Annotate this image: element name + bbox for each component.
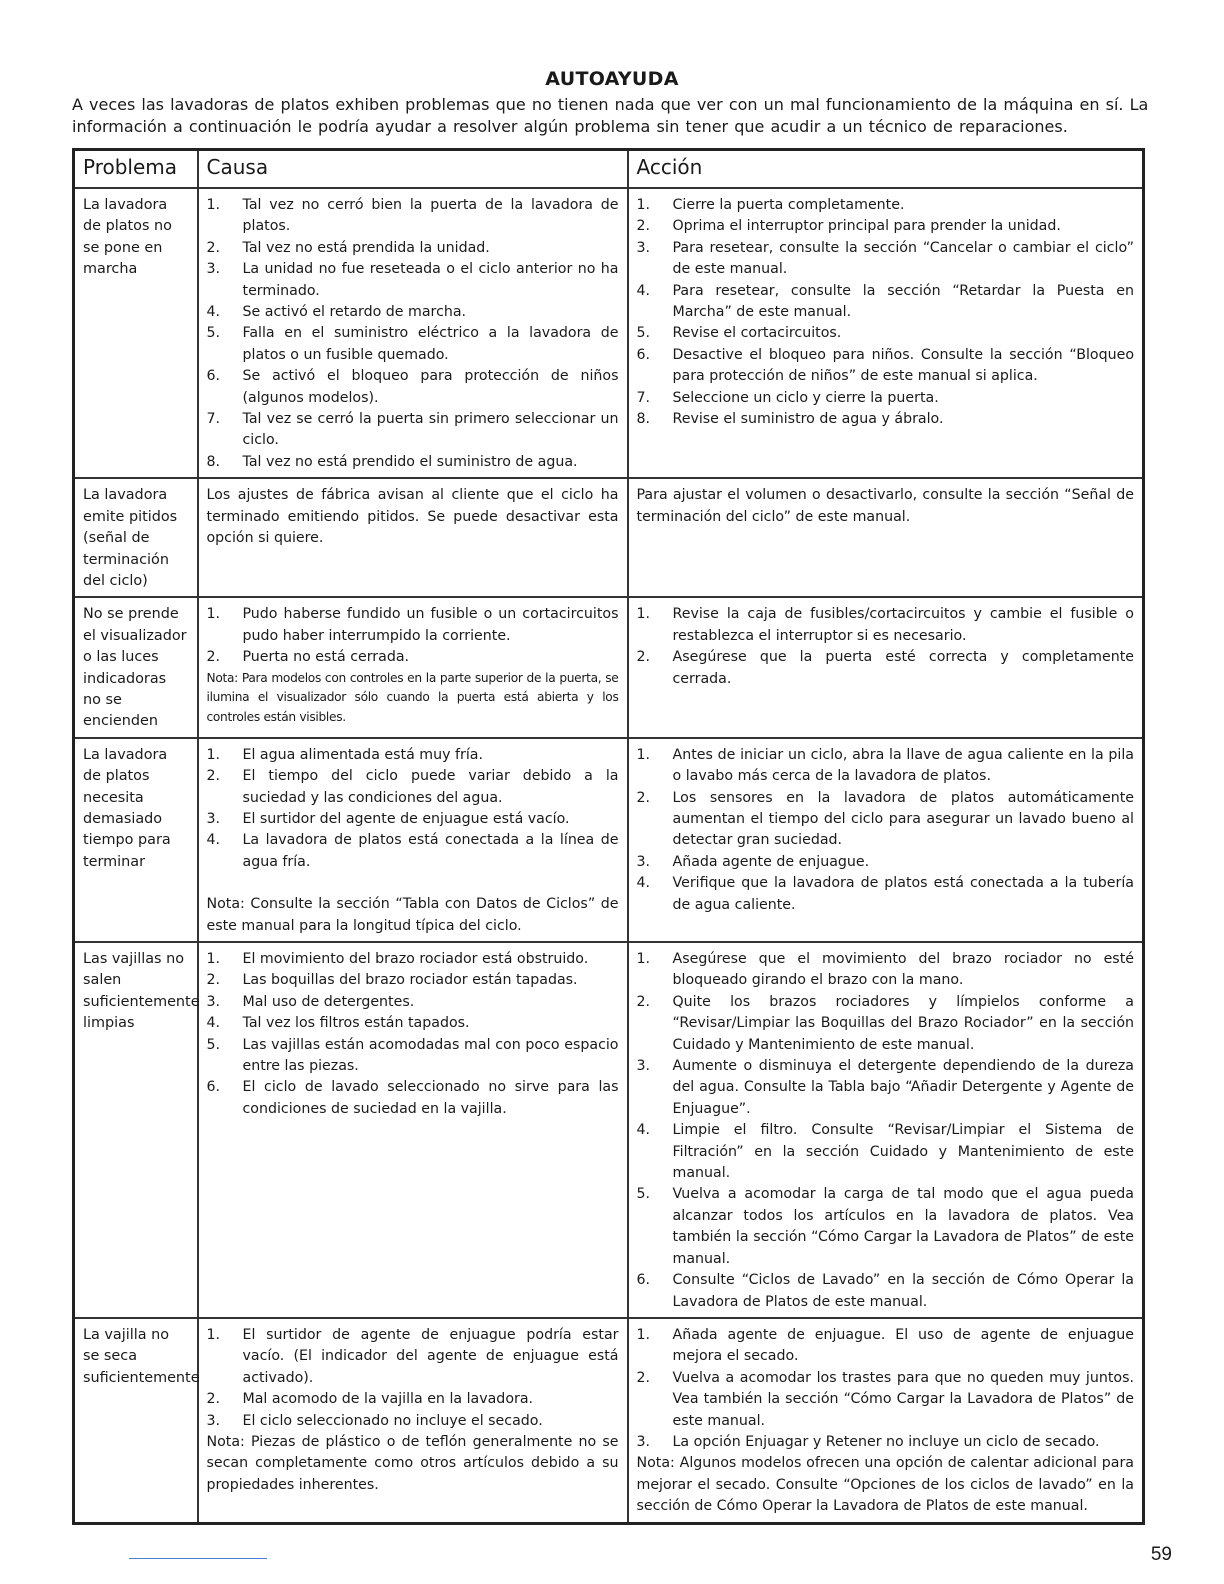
cause-item: 4. Tal vez los filtros están tapados. xyxy=(206,1015,470,1032)
cause-item: 2. Puerta no está cerrada. xyxy=(206,649,410,666)
cause-item: 1. El surtidor de agente de enjuague podría estar vacío. (El indicador del agente de enjuague está activado). xyxy=(206,1326,619,1386)
cause-note: Nota: Para modelos con controles en la parte superior de la puerta, se ilumina el visualizador sólo cuando la puerta está abierta y los controles están visibles. xyxy=(206,670,619,724)
table-header-row xyxy=(74,150,1144,189)
action-list xyxy=(637,745,1135,916)
action-cell xyxy=(628,738,1144,942)
action-item: 1. Añada agente de enjuague. El uso de agente de enjuague mejora el secado. xyxy=(636,1326,1134,1365)
action-item: 1. Asegúrese que el movimiento del brazo rociador no esté bloqueado girando el brazo con la mano. xyxy=(636,951,1134,989)
action-item: 3. Para resetear, consulte la sección “Cancelar o cambiar el ciclo” de este manual. xyxy=(636,239,1134,278)
action-note: Nota: Algunos modelos ofrecen una opción de calentar adicional para mejorar el secado. Consulte “Opciones de los ciclos de lavado” en la sección de Cómo Operar la Lavadora de Platos de este manual. xyxy=(636,1455,1134,1515)
action-cell xyxy=(628,597,1144,737)
action-text: Para ajustar el volumen o desactivarlo, consulte la sección “Señal de terminación del ciclo” de este manual. xyxy=(636,487,1134,525)
cause-item: 2. Las boquillas del brazo rociador están tapadas. xyxy=(206,972,578,989)
problem-cell: La lavadora de platos necesita demasiado tiempo para terminar xyxy=(74,738,198,942)
cause-item: 1. El movimiento del brazo rociador está obstruido. xyxy=(206,951,589,967)
action-cell xyxy=(628,942,1144,1318)
cause-item: 1. Pudo haberse fundido un fusible o un cortacircuitos pudo haber interrumpido la corriente. xyxy=(206,606,619,644)
table-row xyxy=(74,942,1144,1318)
problem-cell: La lavadora de platos no se pone en marcha xyxy=(74,188,198,478)
cause-list xyxy=(207,1325,619,1432)
action-item: 6. Consulte “Ciclos de Lavado” en la sección de Cómo Operar la Lavadora de Platos de este manual. xyxy=(636,1272,1134,1310)
cause-cell xyxy=(198,738,628,942)
cause-list xyxy=(207,949,619,1120)
action-cell xyxy=(628,478,1144,597)
action-item: 3. La opción Enjuagar y Retener no incluye un ciclo de secado. xyxy=(636,1433,1100,1450)
cause-item: 7. Tal vez se cerró la puerta sin primero seleccionar un ciclo. xyxy=(206,411,619,449)
action-list xyxy=(637,195,1135,430)
cause-item: 3. El ciclo seleccionado no incluye el secado. xyxy=(206,1412,543,1429)
action-item: 2. Asegúrese que la puerta esté correcta y completamente cerrada. xyxy=(636,649,1134,687)
troubleshooting-table-wrapper xyxy=(72,148,1142,1525)
action-item: 2. Quite los brazos rociadores y límpielos conforme a “Revisar/Limpiar las Boquillas del Brazo Rociador” en la sección Cuidado y Mantenimiento de este manual. xyxy=(636,993,1134,1053)
cause-cell xyxy=(198,478,628,597)
problem-cell: Las vajillas no salen suficientemente limpias xyxy=(74,942,198,1318)
page-title: AUTOAYUDA xyxy=(545,68,679,90)
cause-item: 6. El ciclo de lavado seleccionado no sirve para las condiciones de suciedad en la vajilla. xyxy=(206,1079,619,1117)
action-item: 4. Para resetear, consulte la sección “Retardar la Puesta en Marcha” de este manual. xyxy=(636,282,1134,321)
action-item: 1. Revise la caja de fusibles/cortacircuitos y cambie el fusible o restablezca el interruptor si es necesario. xyxy=(636,606,1134,644)
cause-item: 5. Falla en el suministro eléctrico a la lavadora de platos o un fusible quemado. xyxy=(206,325,619,363)
spacer xyxy=(207,873,619,894)
cause-text: Los ajustes de fábrica avisan al cliente que el ciclo ha terminado emitiendo pitidos. Se puede desactivar esta opción si quiere. xyxy=(206,487,619,547)
cause-item: 1. Tal vez no cerró bien la puerta de la lavadora de platos. xyxy=(206,197,619,235)
cause-note: Nota: Piezas de plástico o de teflón generalmente no se secan completamente como otros artículos debido a su propiedades inherentes. xyxy=(206,1433,619,1493)
footer-rule xyxy=(129,1558,267,1559)
troubleshooting-table xyxy=(72,148,1145,1525)
action-cell xyxy=(628,1318,1144,1523)
cause-item: 1. El agua alimentada está muy fría. xyxy=(206,746,483,763)
cause-item: 2. El tiempo del ciclo puede variar debido a la suciedad y las condiciones del agua. xyxy=(206,768,619,806)
page-number: 59 xyxy=(1150,1544,1172,1565)
action-item: 4. Limpie el filtro. Consulte “Revisar/Limpiar el Sistema de Filtración” en la sección Cuidado y Mantenimiento de este manual. xyxy=(636,1122,1134,1182)
cause-cell xyxy=(198,1318,628,1523)
action-item: 5. Revise el cortacircuitos. xyxy=(636,325,842,342)
cause-cell xyxy=(198,942,628,1318)
action-item: 2. Vuelva a acomodar los trastes para que no queden muy juntos. Vea también la sección “Cómo Cargar la Lavadora de Platos” de este manual. xyxy=(636,1369,1134,1429)
cause-item: 6. Se activó el bloqueo para protección de niños (algunos modelos). xyxy=(206,368,619,406)
intro-paragraph: A veces las lavadoras de platos exhiben problemas que no tienen nada que ver con un mal funcionamiento de la máquina en sí. La información a continuación le podría ayudar a resolver algún problema sin tener que acudir a un técnico de reparaciones. xyxy=(72,95,1149,136)
table-row xyxy=(74,738,1144,942)
table-row xyxy=(74,188,1144,478)
cause-cell xyxy=(198,597,628,737)
action-list xyxy=(637,1325,1135,1453)
problem-cell: No se prende el visualizador o las luces indicadoras no se encienden xyxy=(74,597,198,737)
header-cause: Causa xyxy=(198,150,628,189)
table-row xyxy=(74,1318,1144,1523)
header-action: Acción xyxy=(628,150,1144,189)
cause-item: 3. Mal uso de detergentes. xyxy=(206,993,415,1010)
action-item: 3. Añada agente de enjuague. xyxy=(636,853,870,870)
cause-item: 8. Tal vez no está prendido el suministro de agua. xyxy=(206,453,578,470)
problem-cell: La lavadora emite pitidos (señal de terminación del ciclo) xyxy=(74,478,198,597)
action-item: 5. Vuelva a acomodar la carga de tal modo que el agua pueda alcanzar todos los artículos en la lavadora de platos. Vea también la sección “Cómo Cargar la Lavadora de Platos” de este manual. xyxy=(636,1186,1134,1267)
table-row xyxy=(74,597,1144,737)
action-item: 8. Revise el suministro de agua y ábralo. xyxy=(636,411,944,428)
table-row xyxy=(74,478,1144,597)
cause-item: 4. Se activó el retardo de marcha. xyxy=(206,304,467,321)
cause-list xyxy=(207,604,619,668)
cause-item: 2. Mal acomodo de la vajilla en la lavadora. xyxy=(206,1391,534,1408)
header-problem: Problema xyxy=(74,150,198,189)
cause-item: 3. La unidad no fue reseteada o el ciclo anterior no ha terminado. xyxy=(206,261,619,299)
action-item: 7. Seleccione un ciclo y cierre la puerta. xyxy=(636,389,939,406)
cause-note: Nota: Consulte la sección “Tabla con Datos de Ciclos” de este manual para la longitud típica del ciclo. xyxy=(206,896,619,934)
action-item: 1. Antes de iniciar un ciclo, abra la llave de agua caliente en la pila o lavabo más cerca de la lavadora de platos. xyxy=(636,746,1134,785)
action-item: 6. Desactive el bloqueo para niños. Consulte la sección “Bloqueo para protección de niños” de este manual si aplica. xyxy=(636,346,1134,385)
action-list xyxy=(637,604,1135,690)
cause-list xyxy=(207,195,619,473)
cause-item: 5. Las vajillas están acomodadas mal con poco espacio entre las piezas. xyxy=(206,1036,619,1075)
action-list xyxy=(637,949,1135,1313)
action-item: 1. Cierre la puerta completamente. xyxy=(636,197,905,213)
cause-item: 4. La lavadora de platos está conectada a la línea de agua fría. xyxy=(206,832,619,870)
cause-item: 2. Tal vez no está prendida la unidad. xyxy=(206,239,490,256)
action-cell xyxy=(628,188,1144,478)
problem-cell: La vajilla no se seca suficientemente xyxy=(74,1318,198,1523)
action-item: 2. Oprima el interruptor principal para prender la unidad. xyxy=(636,218,1061,235)
action-item: 3. Aumente o disminuya el detergente dependiendo de la dureza del agua. Consulte la Tabla bajo “Añadir Detergente y Agente de Enjuague”. xyxy=(636,1058,1134,1117)
cause-item: 3. El surtidor del agente de enjuague está vacío. xyxy=(206,810,570,827)
cause-cell xyxy=(198,188,628,478)
action-item: 2. Los sensores en la lavadora de platos automáticamente aumentan el tiempo del ciclo para asegurar un lavado bueno al detectar gran suciedad. xyxy=(636,789,1134,849)
cause-list xyxy=(207,745,619,873)
action-item: 4. Verifique que la lavadora de platos está conectada a la tubería de agua caliente. xyxy=(636,875,1134,913)
